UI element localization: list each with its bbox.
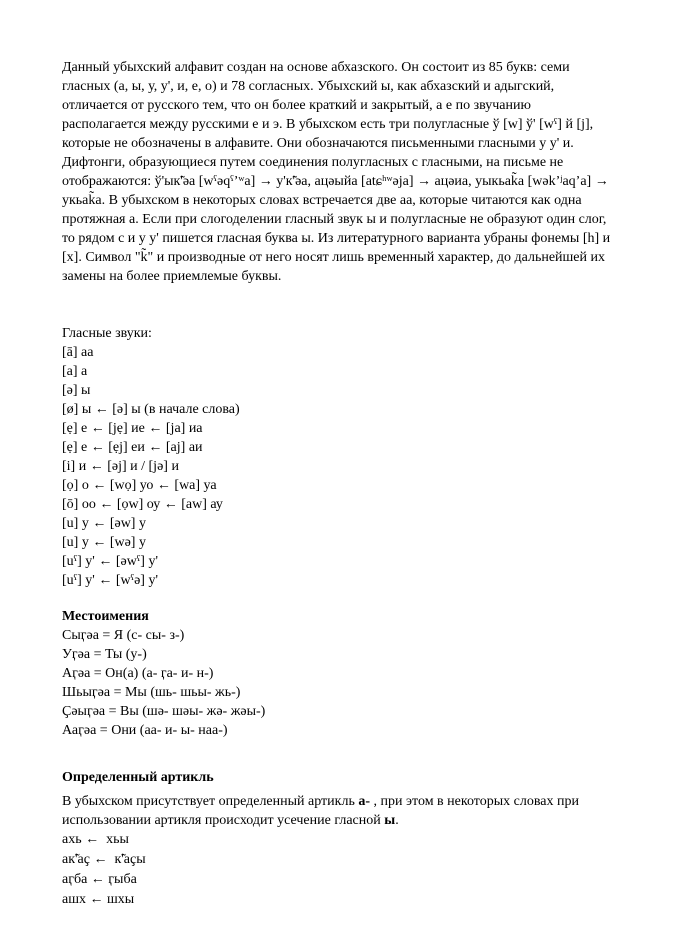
article-text-middle: , при этом в некоторых словах при использовании артикля происходит усечение гласной: [62, 794, 579, 828]
vowel-item: [i] и ← [əj] и / [jə] и: [62, 459, 179, 474]
article-example-item: ак̃'аҫ ← к̃'аҫы: [62, 852, 146, 867]
article-heading: Определенный артикль: [62, 770, 214, 785]
vowel-item: [ō] оо ← [ọw] оу ← [aw] ау: [62, 497, 223, 512]
article-bold-y: ы: [384, 813, 396, 828]
vowel-item: [u] у ← [wə] у: [62, 535, 146, 550]
pronouns-heading: Местоимения: [62, 609, 149, 624]
pronoun-item: Аӷәа = Он(а) (а- ӷа- и- н-): [62, 666, 214, 681]
article-example-item: ахь ← хьы: [62, 832, 129, 847]
pronouns-list: [62, 626, 617, 740]
article-examples-list: [62, 830, 617, 910]
vowels-list: [62, 343, 617, 590]
vowel-item: [ø] ы ← [ə] ы (в начале слова): [62, 402, 240, 417]
pronoun-item: Шьыӷәа = Мы (шь- шьы- жь-): [62, 685, 241, 700]
vowel-item: [ə] ы: [62, 383, 91, 398]
vowels-section: [62, 324, 617, 590]
vowel-item: [ẹ] е ← [ẹj] еи ← [aj] аи: [62, 440, 203, 455]
article-example-item: ашх ← шхы: [62, 892, 135, 907]
vowel-item: [ọ] о ← [wọ] уо ← [wa] уа: [62, 478, 217, 493]
pronoun-item: Уӷәа = Ты (у-): [62, 647, 147, 662]
definite-article-section: [62, 768, 617, 910]
pronoun-item: Ҫәыӷәа = Вы (шә- шәы- жә- жәы-): [62, 704, 266, 719]
pronoun-item: Ааӷәа = Они (аа- и- ы- наа-): [62, 723, 228, 738]
vowels-heading: Гласные звуки:: [62, 326, 152, 341]
vowel-item: [uˤ] у' ← [əwˤ] у': [62, 554, 158, 569]
vowel-item: [ẹ] е ← [jẹ] ие ← [ja] иа: [62, 421, 203, 436]
article-text-end: .: [395, 813, 399, 828]
vowel-item: [u] у ← [əw] у: [62, 516, 146, 531]
vowel-item: [a] а: [62, 364, 88, 379]
article-text-before: В убыхском присутствует определенный артикль: [62, 794, 359, 809]
vowel-item: [ā] аа: [62, 345, 94, 360]
article-paragraph: [62, 792, 617, 830]
intro-paragraph: Данный убыхский алфавит создан на основе абхазского. Он состоит из 85 букв: семи гласных (а, ы, у, у', и, е, о) и 78 согласных. Убыхский ы, как абхазский и адыгский, отличается от русского тем, что он более краткий и закрытый, а е по звучанию располагается между русскими е и э. В убыхском есть три полугласные ў [w] ў' [wˤ] й [j], которые не обозначены в алфавите. Они обозначаются письменными гласными у у' и. Дифтонги, образующиеся путем соединения полугласных с гласными, на письме не отображаются: ў'ык̃'әа [wˤəqˤʼʷa] → у'к̃'әа, ацәыйа [atɕʰʷəja] → ацәиа, уыкьаk̃а [wəkʼʲaqʼa] → укьаk̃а. В убыхском в некоторых словах встречается две аа, которые читаются как одна протяжная а. Если при слогоделении гласный звук ы и полугласные не образуют один слог, то рядом с и у у' пишется гласная буква ы. Из литературного варианта убраны фонемы [h] и [x]. Символ "k̃" и производные от него носят лишь временный характер, до дальнейшей их замены на более приемлемые буквы.: [62, 60, 611, 284]
pronoun-item: Сыӷәа = Я (с- сы- з-): [62, 628, 185, 643]
pronouns-section: [62, 607, 617, 740]
vowel-item: [uˤ] у' ← [wˤə] у': [62, 573, 158, 588]
article-example-item: аӷба ← ӷыба: [62, 872, 137, 887]
article-bold-a: а-: [358, 794, 371, 809]
